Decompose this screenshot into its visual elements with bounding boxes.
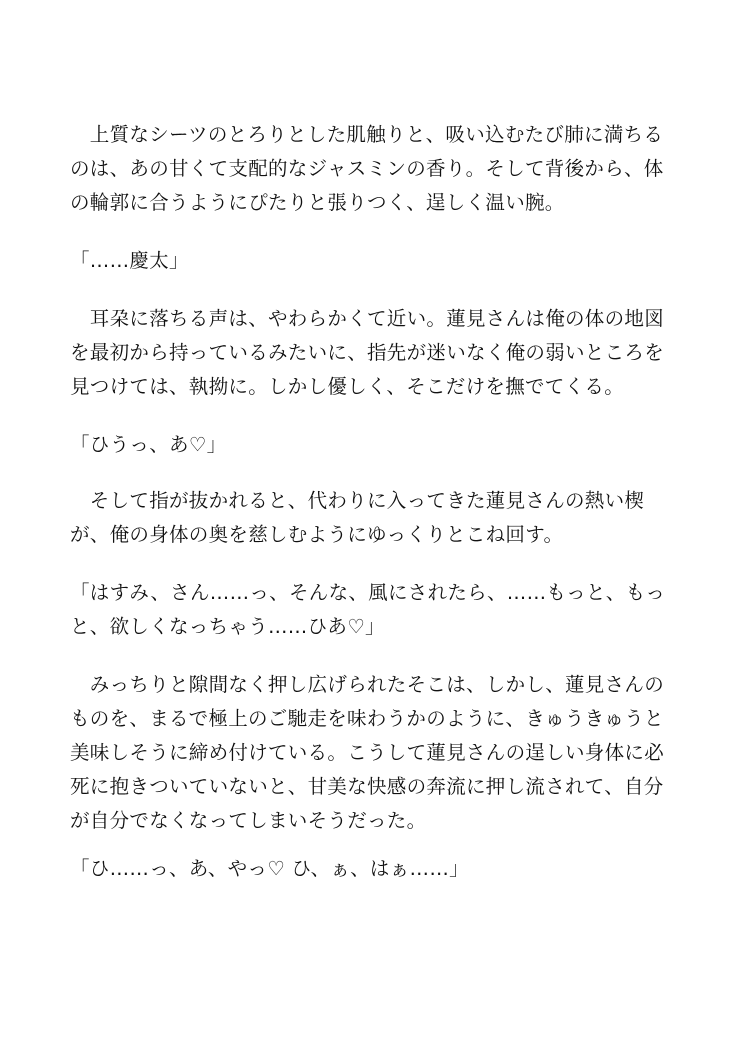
body-text-line: 死に抱きついていないと、甘美な快感の奔流に押し流されて、自分	[70, 775, 664, 798]
dialogue-line: 「ひうっ、あ♡」	[70, 433, 227, 456]
body-text-line: のは、あの甘くて支配的なジャスミンの香り。そして背後から、体	[70, 157, 664, 180]
dialogue-line: 「ひ……っ、あ、やっ♡ ひ、ぁ、はぁ……」	[70, 857, 469, 880]
body-text-line: を最初から持っているみたいに、指先が迷いなく俺の弱いところを	[70, 341, 665, 364]
body-text-line: みっちりと隙間なく押し広げられたそこは、しかし、蓮見さんの	[70, 673, 665, 696]
body-text-line: そして指が抜かれると、代わりに入ってきた蓮見さんの熱い楔	[70, 489, 645, 512]
body-text-line: が自分でなくなってしまいそうだった。	[70, 809, 427, 832]
body-text-line: の輪郭に合うようにぴたりと張りつく、逞しく温い腕。	[70, 191, 565, 214]
body-text-line: 上質なシーツのとろりとした肌触りと、吸い込むたび肺に満ちる	[70, 123, 664, 146]
dialogue-line: 「……慶太」	[70, 249, 189, 272]
dialogue-line: 「はすみ、さん……っ、そんな、風にされたら、……もっと、もっ	[70, 581, 666, 604]
body-text-line: が、俺の身体の奥を慈しむようにゆっくりとこね回す。	[70, 523, 564, 546]
body-text-line: 耳朶に落ちる声は、やわらかくて近い。蓮見さんは俺の体の地図	[70, 307, 664, 330]
dialogue-line: と、欲しくなっちゃう……ひあ♡」	[70, 615, 385, 638]
body-text-line: ものを、まるで極上のご馳走を味わうかのように、きゅうきゅうと	[70, 707, 664, 730]
body-text-line: 見つけては、執拗に。しかし優しく、そこだけを撫でてくる。	[70, 375, 625, 398]
body-text-line: 美味しそうに締め付けている。こうして蓮見さんの逞しい身体に必	[70, 741, 664, 764]
